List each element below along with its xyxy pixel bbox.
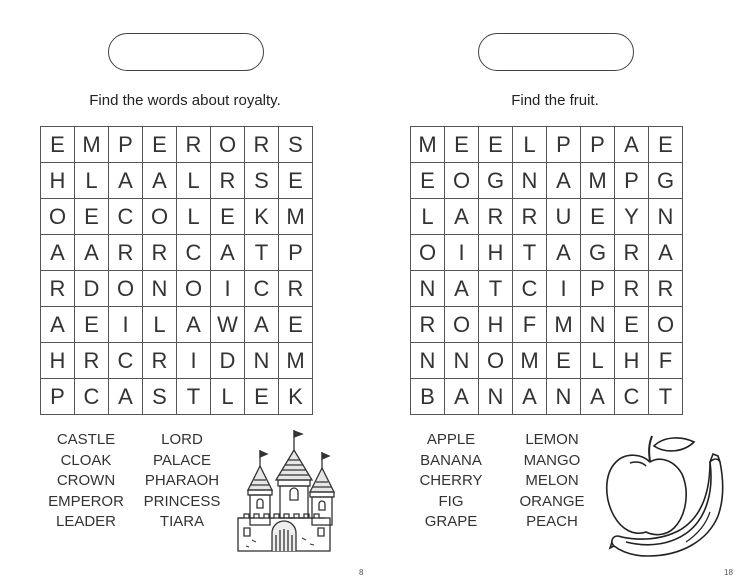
- grid-letter[interactable]: Y: [615, 199, 649, 235]
- word-search-grid: [40, 126, 313, 415]
- grid-letter[interactable]: R: [245, 127, 279, 163]
- grid-letter[interactable]: S: [143, 379, 177, 415]
- grid-letter[interactable]: R: [279, 271, 313, 307]
- grid-letter[interactable]: D: [211, 343, 245, 379]
- grid-letter[interactable]: E: [649, 127, 683, 163]
- grid-letter[interactable]: E: [143, 127, 177, 163]
- grid-letter[interactable]: E: [445, 127, 479, 163]
- right-page: [370, 0, 740, 585]
- grid-letter[interactable]: D: [75, 271, 109, 307]
- page-number: 18: [724, 568, 733, 577]
- word-list-column: [138, 430, 226, 533]
- word-list-item: MELON: [525, 472, 579, 490]
- word-list-item: CROWN: [56, 472, 116, 490]
- grid-letter[interactable]: C: [513, 271, 547, 307]
- grid-letter[interactable]: G: [581, 235, 615, 271]
- grid-letter[interactable]: N: [143, 271, 177, 307]
- grid-letter[interactable]: R: [649, 271, 683, 307]
- grid-letter[interactable]: M: [279, 343, 313, 379]
- grid-letter[interactable]: A: [109, 379, 143, 415]
- grid-letter[interactable]: L: [411, 199, 445, 235]
- grid-letter[interactable]: N: [411, 271, 445, 307]
- grid-letter[interactable]: N: [547, 379, 581, 415]
- grid-letter[interactable]: N: [581, 307, 615, 343]
- grid-letter[interactable]: G: [479, 163, 513, 199]
- castle-icon: [232, 428, 336, 554]
- grid-letter[interactable]: I: [547, 271, 581, 307]
- grid-letter[interactable]: E: [211, 199, 245, 235]
- grid-letter[interactable]: C: [177, 235, 211, 271]
- grid-letter[interactable]: O: [109, 271, 143, 307]
- grid-letter[interactable]: L: [211, 379, 245, 415]
- word-list-column: [42, 430, 130, 533]
- grid-letter[interactable]: E: [547, 343, 581, 379]
- grid-letter[interactable]: I: [177, 343, 211, 379]
- grid-letter[interactable]: S: [245, 163, 279, 199]
- grid-letter[interactable]: R: [615, 235, 649, 271]
- grid-letter[interactable]: O: [143, 199, 177, 235]
- grid-letter[interactable]: K: [279, 379, 313, 415]
- grid-letter[interactable]: A: [649, 235, 683, 271]
- grid-letter[interactable]: L: [177, 199, 211, 235]
- grid-letter[interactable]: R: [143, 235, 177, 271]
- grid-letter[interactable]: P: [279, 235, 313, 271]
- grid-letter[interactable]: M: [581, 163, 615, 199]
- grid-letter[interactable]: A: [211, 235, 245, 271]
- word-list-item: APPLE: [426, 431, 476, 448]
- grid-letter[interactable]: A: [445, 199, 479, 235]
- grid-letter[interactable]: M: [411, 127, 445, 163]
- grid-letter[interactable]: E: [479, 127, 513, 163]
- grid-letter[interactable]: P: [581, 271, 615, 307]
- grid-letter[interactable]: P: [41, 379, 75, 415]
- grid-letter[interactable]: O: [177, 271, 211, 307]
- word-list-item: MANGO: [523, 451, 581, 469]
- grid-letter[interactable]: O: [479, 343, 513, 379]
- grid-letter[interactable]: A: [581, 379, 615, 415]
- word-list-item: PHARAOH: [144, 472, 220, 490]
- grid-letter[interactable]: R: [211, 163, 245, 199]
- word-list-item: LORD: [161, 431, 203, 448]
- grid-letter[interactable]: T: [177, 379, 211, 415]
- grid-letter[interactable]: W: [211, 307, 245, 343]
- grid-letter[interactable]: A: [75, 235, 109, 271]
- grid-letter[interactable]: B: [411, 379, 445, 415]
- grid-letter[interactable]: A: [547, 163, 581, 199]
- grid-letter[interactable]: A: [41, 235, 75, 271]
- grid-letter[interactable]: R: [479, 199, 513, 235]
- word-list-item: EMPEROR: [48, 492, 124, 510]
- grid-letter[interactable]: H: [479, 307, 513, 343]
- grid-letter[interactable]: O: [445, 163, 479, 199]
- grid-letter[interactable]: P: [109, 127, 143, 163]
- grid-letter[interactable]: E: [245, 379, 279, 415]
- grid-letter[interactable]: K: [245, 199, 279, 235]
- grid-letter[interactable]: P: [581, 127, 615, 163]
- word-list-item: BANANA: [420, 451, 482, 469]
- grid-letter[interactable]: L: [75, 163, 109, 199]
- grid-letter[interactable]: A: [109, 163, 143, 199]
- grid-letter[interactable]: H: [41, 343, 75, 379]
- grid-letter[interactable]: T: [649, 379, 683, 415]
- grid-letter[interactable]: A: [41, 307, 75, 343]
- word-list-item: LEADER: [55, 513, 117, 531]
- grid-letter[interactable]: F: [513, 307, 547, 343]
- grid-letter[interactable]: R: [513, 199, 547, 235]
- grid-letter[interactable]: C: [109, 343, 143, 379]
- grid-letter[interactable]: L: [513, 127, 547, 163]
- grid-letter[interactable]: S: [279, 127, 313, 163]
- grid-letter[interactable]: M: [279, 199, 313, 235]
- grid-letter[interactable]: I: [211, 271, 245, 307]
- grid-letter[interactable]: I: [445, 235, 479, 271]
- grid-letter[interactable]: E: [615, 307, 649, 343]
- grid-letter[interactable]: L: [581, 343, 615, 379]
- grid-letter[interactable]: N: [649, 199, 683, 235]
- apple-banana-icon: [602, 432, 727, 564]
- grid-letter[interactable]: P: [615, 163, 649, 199]
- word-list-column: [508, 430, 596, 533]
- grid-letter[interactable]: E: [75, 307, 109, 343]
- word-list-item: FIG: [438, 492, 464, 510]
- grid-letter[interactable]: L: [143, 307, 177, 343]
- grid-letter[interactable]: G: [649, 163, 683, 199]
- word-list-item: GRAPE: [424, 513, 478, 531]
- word-list-item: CLOAK: [60, 451, 112, 469]
- grid-letter[interactable]: M: [513, 343, 547, 379]
- grid-letter[interactable]: R: [615, 271, 649, 307]
- word-list-item: PALACE: [152, 451, 212, 469]
- word-list-item: TIARA: [159, 513, 205, 531]
- grid-letter[interactable]: I: [109, 307, 143, 343]
- word-search-grid: [410, 126, 683, 415]
- grid-letter[interactable]: R: [41, 271, 75, 307]
- grid-letter[interactable]: T: [513, 235, 547, 271]
- grid-letter[interactable]: R: [109, 235, 143, 271]
- grid-letter[interactable]: R: [411, 307, 445, 343]
- word-list-item: LEMON: [525, 431, 579, 448]
- name-box[interactable]: [478, 33, 634, 71]
- grid-letter[interactable]: L: [177, 163, 211, 199]
- grid-letter[interactable]: U: [547, 199, 581, 235]
- grid-letter[interactable]: A: [245, 307, 279, 343]
- grid-letter[interactable]: H: [41, 163, 75, 199]
- grid-letter[interactable]: C: [109, 199, 143, 235]
- word-list-item: CASTLE: [56, 431, 116, 448]
- grid-letter[interactable]: T: [245, 235, 279, 271]
- word-list-item: PRINCESS: [143, 492, 221, 510]
- grid-letter[interactable]: E: [41, 127, 75, 163]
- grid-letter[interactable]: E: [581, 199, 615, 235]
- grid-letter[interactable]: E: [279, 307, 313, 343]
- word-list-item: PEACH: [526, 513, 578, 531]
- grid-letter[interactable]: N: [245, 343, 279, 379]
- grid-letter[interactable]: A: [177, 307, 211, 343]
- word-list-item: ORANGE: [519, 492, 585, 510]
- instruction: Find the words about royalty.: [89, 92, 281, 109]
- grid-letter[interactable]: A: [615, 127, 649, 163]
- grid-letter[interactable]: A: [143, 163, 177, 199]
- grid-letter[interactable]: R: [143, 343, 177, 379]
- word-list-item: CHERRY: [419, 472, 483, 490]
- grid-letter[interactable]: O: [411, 235, 445, 271]
- page-number: 8: [359, 568, 364, 577]
- grid-letter[interactable]: M: [75, 127, 109, 163]
- grid-letter[interactable]: O: [41, 199, 75, 235]
- grid-letter[interactable]: A: [547, 235, 581, 271]
- grid-letter[interactable]: T: [479, 271, 513, 307]
- grid-letter[interactable]: R: [177, 127, 211, 163]
- grid-letter[interactable]: A: [445, 379, 479, 415]
- grid-letter[interactable]: F: [649, 343, 683, 379]
- grid-letter[interactable]: O: [445, 307, 479, 343]
- grid-letter[interactable]: N: [479, 379, 513, 415]
- grid-letter[interactable]: C: [245, 271, 279, 307]
- grid-letter[interactable]: E: [75, 199, 109, 235]
- grid-letter[interactable]: E: [279, 163, 313, 199]
- grid-letter[interactable]: C: [615, 379, 649, 415]
- grid-letter[interactable]: E: [411, 163, 445, 199]
- grid-letter[interactable]: H: [615, 343, 649, 379]
- grid-letter[interactable]: N: [513, 163, 547, 199]
- grid-letter[interactable]: N: [445, 343, 479, 379]
- grid-letter[interactable]: N: [411, 343, 445, 379]
- instruction: Find the fruit.: [511, 92, 599, 109]
- name-box[interactable]: [108, 33, 264, 71]
- grid-letter[interactable]: A: [513, 379, 547, 415]
- grid-letter[interactable]: M: [547, 307, 581, 343]
- grid-letter[interactable]: C: [75, 379, 109, 415]
- grid-letter[interactable]: A: [445, 271, 479, 307]
- grid-letter[interactable]: O: [649, 307, 683, 343]
- grid-letter[interactable]: R: [75, 343, 109, 379]
- grid-letter[interactable]: P: [547, 127, 581, 163]
- word-list-column: [408, 430, 494, 533]
- grid-letter[interactable]: O: [211, 127, 245, 163]
- grid-letter[interactable]: H: [479, 235, 513, 271]
